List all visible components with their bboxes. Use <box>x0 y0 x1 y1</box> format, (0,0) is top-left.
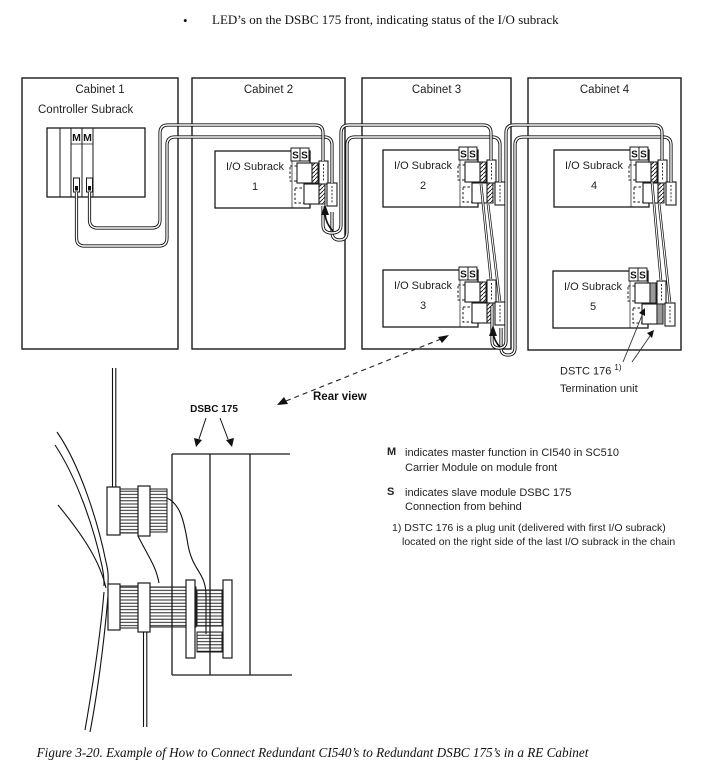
rear-view-label: Rear view <box>313 391 367 403</box>
legend-m-line1: indicates master function in CI540 in SC510 <box>405 447 620 459</box>
master-label: M <box>72 132 81 144</box>
legend-footnote-line2: located on the right side of the last I/O subrack in the chain <box>402 536 676 548</box>
legend-m-key: M <box>387 446 397 458</box>
dstc-label <box>560 363 622 378</box>
legend-m-line2: Carrier Module on module front <box>405 462 558 474</box>
cabinet-2-title: Cabinet 2 <box>243 84 294 96</box>
controller-subrack-title: Controller Subrack <box>38 104 134 116</box>
rear-lower-connector <box>108 580 232 658</box>
master-label: M <box>83 132 92 144</box>
cabinet-3-title: Cabinet 3 <box>411 84 462 96</box>
cabinet-1-title: Cabinet 1 <box>75 84 125 96</box>
rear-view-cables <box>55 368 206 732</box>
io-subrack-5-number: 5 <box>589 301 597 313</box>
rear-view-drawing <box>55 368 292 732</box>
legend-footnote-line1: 1) DSTC 176 is a plug unit (delivered with first I/O subrack) <box>392 522 666 534</box>
io-subrack-1-number: 1 <box>251 181 259 193</box>
figure-caption: Figure 3-20. Example of How to Connect Redundant CI540’s to Redundant DSBC 175’s in a RE Cabinet <box>36 745 589 760</box>
io-subrack-3-label: I/O Subrack <box>393 280 453 292</box>
io-subrack-5-label: I/O Subrack <box>563 281 623 293</box>
io-subrack-2-label: I/O Subrack <box>393 160 453 172</box>
dsbc-175-label: DSBC 175 <box>190 404 238 415</box>
legend-s-key: S <box>387 486 395 498</box>
cabinet-4-title: Cabinet 4 <box>579 84 630 96</box>
bullet-marker: • <box>183 13 188 28</box>
dstc-name: DSTC 176 <box>560 365 612 378</box>
bullet-text: LED’s on the DSBC 175 front, indicating status of the I/O subrack <box>212 12 559 27</box>
dsbc-label-arrows <box>194 418 234 447</box>
io-subrack-4-number: 4 <box>590 180 598 192</box>
dstc-footnote-ref: 1) <box>614 363 622 372</box>
dstc-desc: Termination unit <box>560 383 638 395</box>
io-subrack-4-label: I/O Subrack <box>564 160 624 172</box>
diagram-canvas: S S M M <box>0 0 725 772</box>
controller-subrack-box <box>47 128 145 197</box>
cabinet-1-box <box>22 78 178 349</box>
io-subrack-2-number: 2 <box>419 180 427 192</box>
legend-s-line1: indicates slave module DSBC 175 <box>405 487 572 499</box>
legend-s-line2: Connection from behind <box>405 501 522 513</box>
io-subrack-3-number: 3 <box>419 300 427 312</box>
rear-upper-connector <box>107 486 167 536</box>
io-subrack-1-label: I/O Subrack <box>225 161 285 173</box>
